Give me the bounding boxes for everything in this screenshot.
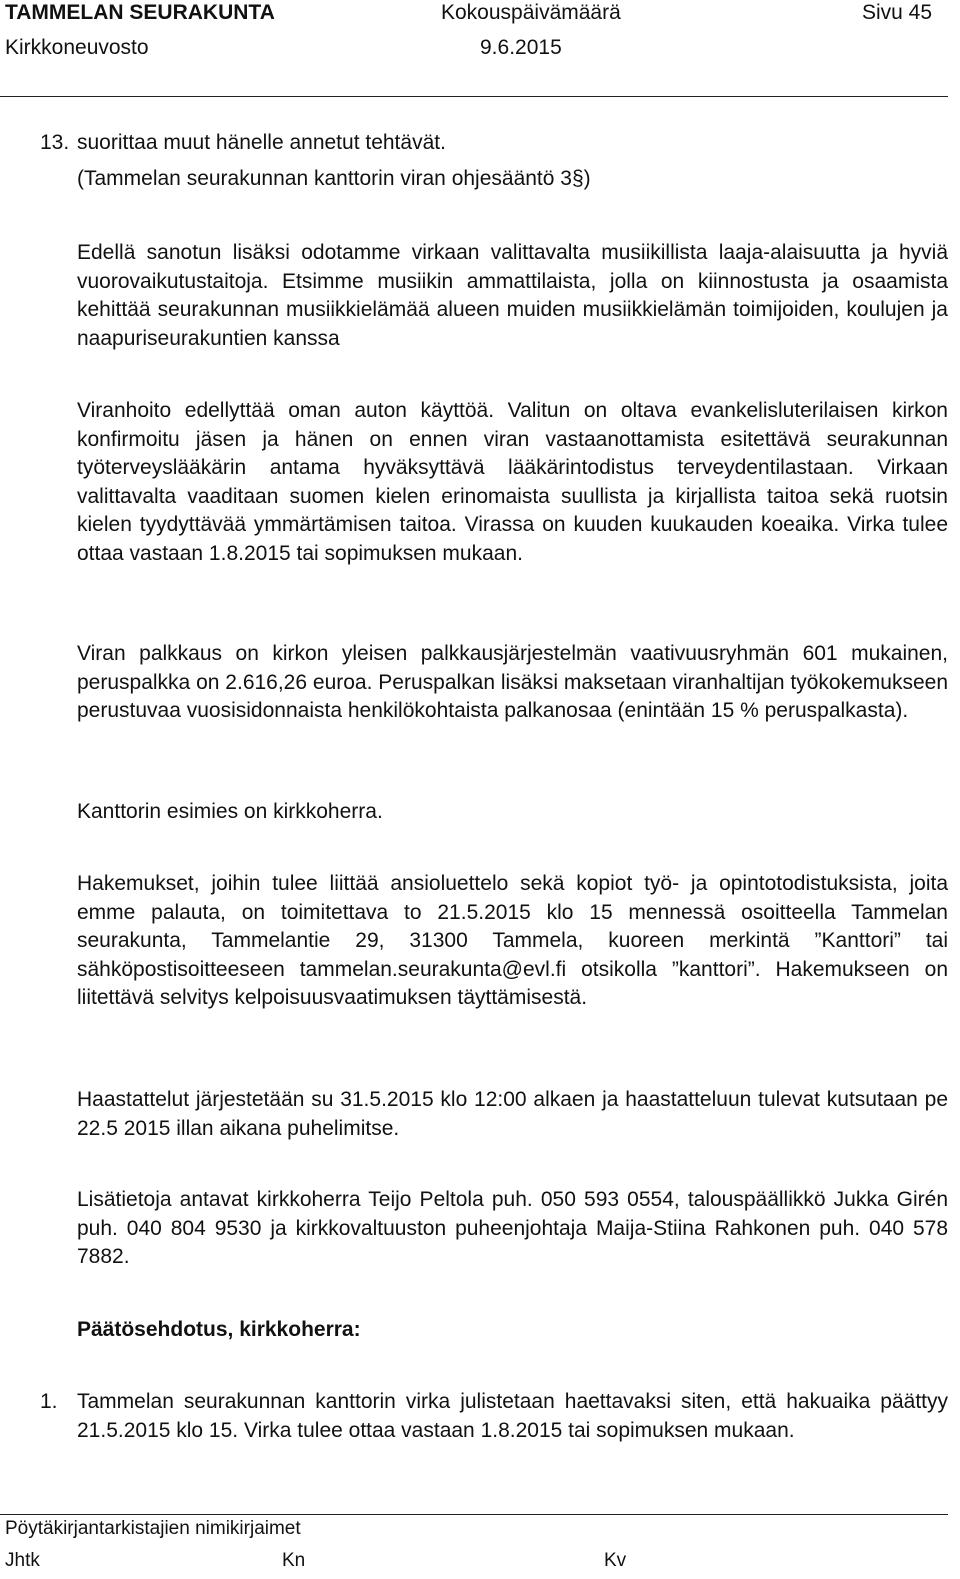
list-item-number: 13.: [40, 131, 70, 154]
footer-divider: [0, 1514, 948, 1515]
organization-name: TAMMELAN SEURAKUNTA: [5, 1, 275, 24]
paragraph-interviews: Haastattelut järjestetään su 31.5.2015 klo 12:00 alkaen ja haastatteluun tulevat kutsutaan pe 22.5 2015 illan aikana puhelimitse.: [77, 1088, 948, 1140]
meeting-body: Kirkkoneuvosto: [5, 36, 149, 59]
meeting-date-label: Kokouspäivämäärä: [441, 1, 621, 24]
paragraph-conditions: Viranhoito edellyttää oman auton käyttöä. Valitun on oltava evankelisluterilaisen kirkon konfirmoitu jäsen ja hänen on ennen viran vastaanottamista esitettävä seurakunnan työterveyslääkärin antama hyväksyttävä lääkärintodistus terveydentilastaan. Virkaan valittavalta vaaditaan suomen kielen erinomaista suullista ja kirjallista taitoa sekä ruotsin kielen tyydyttävää ymmärtämisen taitoa. Virassa on kuuden kuukauden koeaika. Virka tulee ottaa vastaan 1.8.2015 tai sopimuksen mukaan.: [77, 399, 948, 565]
footer-initials-1: Jhtk: [5, 1550, 40, 1571]
paragraph-applications: Hakemukset, joihin tulee liittää ansioluettelo sekä kopiot työ- ja opintotodistuksista, joita emme palauta, on toimitettava to 21.5.2015 klo 15 mennessä osoitteella Tammelan seurakunta, Tammelantie 29, 31300 Tammela, kuoreen merkintä ”Kanttori” tai sähköpostisoitteeseen tammelan.seurakunta@evl.fi otsikolla ”kanttori”. Hakemukseen on liitettävä selvitys kelpoisuusvaatimuksen täyttämisestä.: [77, 872, 948, 1009]
paragraph-contacts: Lisätietoja antavat kirkkoherra Teijo Peltola puh. 050 593 0554, talouspäällikkö Jukka Girén puh. 040 804 9530 ja kirkkovaltuuston puheenjohtaja Maija-Stiina Rahkonen puh. 040 578 7882.: [77, 1188, 948, 1268]
proposal-heading: Päätösehdotus, kirkkoherra:: [77, 1318, 361, 1341]
footer-initials-2: Kn: [282, 1550, 306, 1571]
footer-label: Pöytäkirjantarkistajien nimikirjaimet: [5, 1518, 301, 1539]
proposal-item-number: 1.: [40, 1390, 58, 1413]
page-number: Sivu 45: [862, 1, 933, 24]
paragraph-salary: Viran palkkaus on kirkon yleisen palkkausjärjestelmän vaativuusryhmän 601 mukainen, peruspalkka on 2.616,26 euroa. Peruspalkan lisäksi maksetaan viranhaltijan työkokemukseen perustuvaa vuosisidonnaista henkilökohtaista palkanosaa (enintään 15 % peruspalkasta).: [77, 642, 948, 722]
header-divider: [0, 96, 948, 97]
paragraph-requirements: Edellä sanotun lisäksi odotamme virkaan valittavalta musiikillista laaja-alaisuutta ja hyviä vuorovaikutustaitoja. Etsimme musiikin ammattilaista, jolla on kiinnostusta ja osaamista kehittää seurakunnan musiikkielämää alueen muiden musiikkielämän toimijoiden, koulujen ja naapuriseurakuntien kanssa: [77, 241, 948, 350]
footer-initials-3: Kv: [604, 1550, 627, 1571]
meeting-date: 9.6.2015: [480, 36, 562, 59]
source-reference: (Tammelan seurakunnan kanttorin viran ohjesääntö 3§): [77, 167, 591, 190]
proposal-item-text: Tammelan seurakunnan kanttorin virka julistetaan haettavaksi siten, että hakuaika päättyy 21.5.2015 klo 15. Virka tulee ottaa vastaan 1.8.2015 tai sopimuksen mukaan.: [77, 1390, 948, 1442]
list-item-text: suorittaa muut hänelle annetut tehtävät.: [77, 131, 446, 154]
paragraph-supervisor: Kanttorin esimies on kirkkoherra.: [77, 800, 383, 823]
